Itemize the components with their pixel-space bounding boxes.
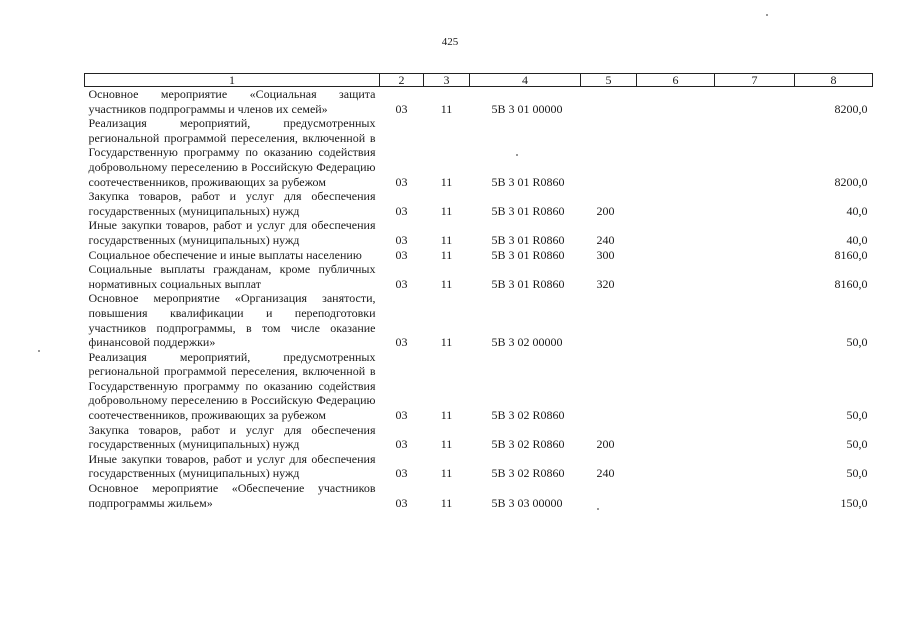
column-header-6: 6: [637, 74, 715, 87]
scan-speck: [766, 14, 768, 16]
target-article-code: 5В 3 01 R0860: [491, 203, 565, 218]
target-article-code: 5В 3 01 R0860: [491, 247, 565, 262]
amount-value: 8160,0: [834, 247, 868, 262]
column-number-header-row: [85, 74, 873, 87]
column-header-5: 5: [581, 74, 637, 87]
expense-type-code: 240: [596, 466, 615, 481]
section-code: 03: [395, 101, 408, 116]
section-code: 03: [395, 437, 408, 452]
table-row: [85, 116, 873, 189]
column-6-value: [637, 452, 715, 481]
target-article-code: 5В 3 02 R0860: [491, 466, 565, 481]
target-article-code: 5В 3 01 R0860: [491, 232, 565, 247]
subsection-code: 11: [440, 276, 453, 291]
column-6-value: [637, 248, 715, 263]
expense-type-code: [581, 87, 637, 117]
amount-value: 50,0: [846, 408, 868, 423]
column-7-value: [715, 481, 795, 510]
row-name: Основное мероприятие «Обеспечение участников подпрограммы жильем»: [88, 481, 376, 510]
amount-value: 150,0: [840, 495, 868, 510]
column-header-3: 3: [424, 74, 470, 87]
amount-value: 50,0: [846, 466, 868, 481]
row-name: Основное мероприятие «Социальная защита участников подпрограммы и членов их семей»: [88, 87, 376, 116]
subsection-code: 11: [440, 101, 453, 116]
table-row: [85, 350, 873, 423]
subsection-code: 11: [440, 335, 453, 350]
row-name: Иные закупки товаров, работ и услуг для обеспечения государственных (муниципальных) нужд: [88, 218, 376, 247]
row-name: Социальное обеспечение и иные выплаты населению: [88, 247, 362, 262]
column-header-4: 4: [470, 74, 581, 87]
table-row: [85, 248, 873, 263]
column-header-7: 7: [715, 74, 795, 87]
section-code: 03: [395, 408, 408, 423]
expense-type-code: 300: [596, 247, 615, 262]
expense-type-code: [581, 291, 637, 349]
section-code: 03: [395, 335, 408, 350]
table-row: [85, 423, 873, 452]
target-article-code: 5В 3 01 R0860: [491, 276, 565, 291]
target-article-code: 5В 3 02 R0860: [491, 437, 565, 452]
column-7-value: [715, 291, 795, 349]
column-6-value: [637, 350, 715, 423]
column-6-value: [637, 262, 715, 291]
row-name: Иные закупки товаров, работ и услуг для обеспечения государственных (муниципальных) нужд: [88, 451, 376, 481]
target-article-code: 5В 3 02 00000: [491, 335, 563, 350]
column-6-value: [637, 189, 715, 218]
expense-type-code: 200: [596, 203, 615, 218]
budget-table: [84, 73, 873, 510]
scan-speck: [516, 154, 518, 156]
section-code: 03: [395, 247, 408, 262]
expense-type-code: 320: [596, 276, 615, 291]
column-7-value: [715, 218, 795, 247]
column-6-value: [637, 423, 715, 452]
column-header-2: 2: [380, 74, 424, 87]
target-article-code: 5В 3 01 00000: [491, 101, 563, 116]
column-7-value: [715, 189, 795, 218]
table-row: [85, 218, 873, 247]
expense-type-code: 200: [596, 437, 615, 452]
expense-type-code: [581, 350, 637, 423]
target-article-code: 5В 3 02 R0860: [491, 408, 565, 423]
table-row: [85, 481, 873, 510]
amount-value: 40,0: [846, 232, 868, 247]
amount-value: 8160,0: [834, 276, 868, 291]
row-name: Социальные выплаты гражданам, кроме публичных нормативных социальных выплат: [88, 262, 376, 291]
scan-speck: [38, 350, 40, 352]
column-7-value: [715, 116, 795, 189]
table-row: [85, 189, 873, 218]
subsection-code: 11: [440, 247, 453, 262]
section-code: 03: [395, 495, 408, 510]
page-number: 425: [441, 36, 459, 48]
column-6-value: [637, 481, 715, 510]
column-6-value: [637, 116, 715, 189]
subsection-code: 11: [440, 203, 453, 218]
subsection-code: 11: [440, 466, 453, 481]
column-6-value: [637, 87, 715, 117]
row-name: Реализация мероприятий, предусмотренных региональной программой переселения, включенной в Государственную программу по оказанию содействия добровольному переселению в Российскую Федерацию соотечественников, проживающих за рубежом: [88, 116, 376, 189]
table-row: [85, 291, 873, 349]
table-row: [85, 87, 873, 117]
column-7-value: [715, 350, 795, 423]
column-6-value: [637, 218, 715, 247]
scan-speck: [597, 508, 599, 510]
amount-value: 50,0: [846, 437, 868, 452]
subsection-code: 11: [440, 437, 453, 452]
row-name: Закупка товаров, работ и услуг для обеспечения государственных (муниципальных) нужд: [88, 189, 376, 218]
amount-value: 40,0: [846, 203, 868, 218]
column-7-value: [715, 262, 795, 291]
column-7-value: [715, 423, 795, 452]
subsection-code: 11: [440, 408, 453, 423]
section-code: 03: [395, 276, 408, 291]
amount-value: 50,0: [846, 335, 868, 350]
column-7-value: [715, 248, 795, 263]
section-code: 03: [395, 203, 408, 218]
column-header-8: 8: [795, 74, 873, 87]
target-article-code: 5В 3 03 00000: [491, 495, 563, 510]
column-header-1: 1: [85, 74, 380, 87]
subsection-code: 11: [440, 232, 453, 247]
subsection-code: 11: [440, 174, 453, 189]
table-row: [85, 262, 873, 291]
column-6-value: [637, 291, 715, 349]
table-row: [85, 452, 873, 481]
amount-value: 8200,0: [834, 174, 868, 189]
expense-type-code: [581, 116, 637, 189]
expense-type-code: 240: [596, 232, 615, 247]
row-name: Закупка товаров, работ и услуг для обеспечения государственных (муниципальных) нужд: [88, 422, 376, 452]
section-code: 03: [395, 232, 408, 247]
column-7-value: [715, 87, 795, 117]
row-name: Реализация мероприятий, предусмотренных региональной программой переселения, включенной в Государственную программу по оказанию содействия добровольному переселению в Российскую Федерацию соотечественников, проживающих за рубежом: [88, 349, 376, 423]
amount-value: 8200,0: [834, 101, 868, 116]
row-name: Основное мероприятие «Организация занятости, повышения квалификации и переподготовки участников подпрограммы, в том числе оказание финансовой поддержки»: [88, 291, 376, 350]
subsection-code: 11: [440, 495, 453, 510]
expense-type-code: [581, 481, 637, 510]
section-code: 03: [395, 466, 408, 481]
target-article-code: 5В 3 01 R0860: [491, 174, 565, 189]
section-code: 03: [395, 174, 408, 189]
column-7-value: [715, 452, 795, 481]
